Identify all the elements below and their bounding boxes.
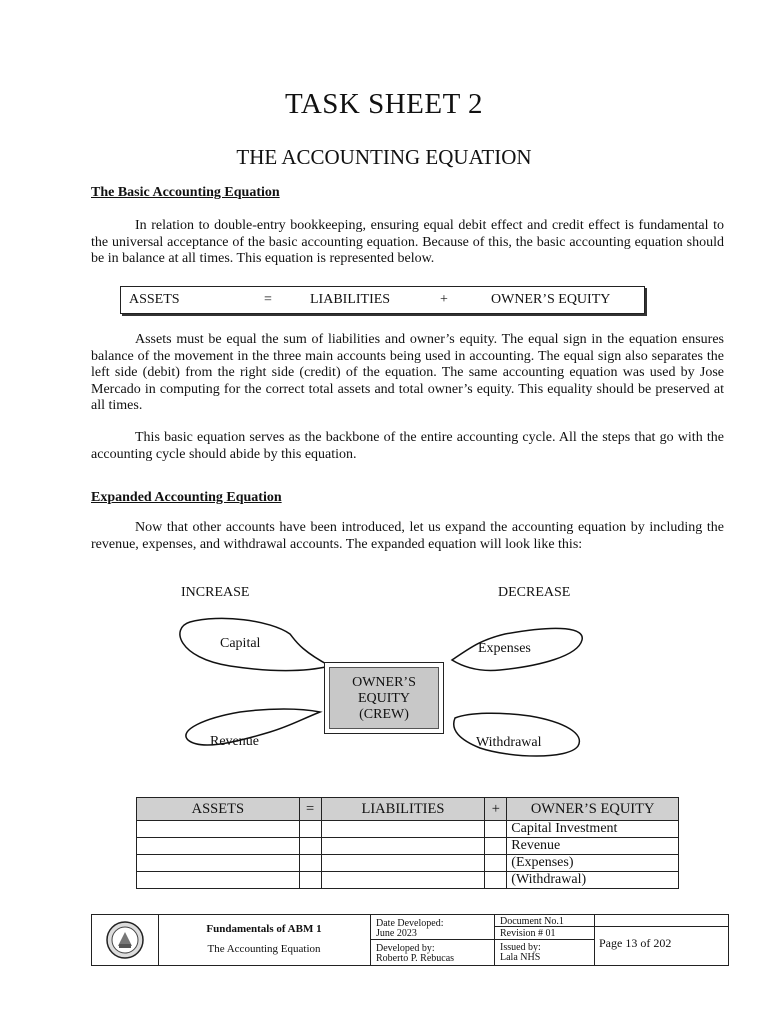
revenue-label: Revenue [210,734,259,749]
page-title: TASK SHEET 2 [284,88,484,120]
table-row [137,821,679,838]
table-row [137,838,679,855]
footer-issued-label: Issued by: [500,942,541,953]
center-line-2: EQUITY [357,691,411,706]
expanded-equation-table [136,797,679,889]
table-header-row [137,798,679,821]
center-line-1: OWNER’S [352,675,416,690]
basic-equation-box [120,286,645,314]
table-cell-equity: (Expenses) [507,855,679,872]
table-header-plus: + [485,798,507,821]
equation-liabilities: LIABILITIES [310,292,391,307]
paragraph-assets: Assets must be equal the sum of liabilities and owner’s equity. The equal sign in the equation ensures balance of the movement in the three main accounts being used in accounting. The equal sign also separates the left side (debit) from the right side (credit) of the equation. The same accounting equation was used by Jose Mercado in computing for the correct total assets and total owner’s equity. This equality should be preserved at all times. [91,332,724,413]
footer-document-number: Document No.1 [500,916,564,927]
equation-assets: ASSETS [129,292,180,307]
paragraph-intro: In relation to double-entry bookkeeping, ensuring equal debit effect and credit effect is fundamental to the universal acceptance of the basic accounting equation. Because of this, the basic accounting equation should be in balance at all times. This equation is represented below. [91,218,724,266]
footer-issued-value: Lala NHS [500,952,541,963]
table-row [137,855,679,872]
table-cell-equity: Revenue [507,838,679,855]
footer-developer-value: Roberto P. Rebucas [376,953,455,964]
table-header-equals: = [299,798,321,821]
paragraph-backbone: This basic equation serves as the backbone of the entire accounting cycle. All the steps that go with the accounting cycle should abide by this equation. [91,430,724,462]
equation-plus: + [440,292,448,307]
page-subtitle: THE ACCOUNTING EQUATION [236,145,532,169]
table-row [137,872,679,889]
increase-label: INCREASE [181,585,250,600]
capital-label: Capital [220,636,261,651]
footer-date-label: Date Developed: [376,918,444,929]
table-header-owners-equity: OWNER’S EQUITY [507,798,679,821]
paragraph-expanded: Now that other accounts have been introduced, let us expand the accounting equation by including the revenue, expenses, and withdrawal accounts. The expanded equation will look like this: [91,520,724,552]
owners-equity-box [324,662,444,734]
table-header-assets: ASSETS [137,798,300,821]
footer-course: Fundamentals of ABM 1 [206,923,322,935]
withdrawal-label: Withdrawal [476,735,542,750]
section-heading-basic: The Basic Accounting Equation [91,185,280,200]
section-heading-expanded: Expanded Accounting Equation [91,490,282,505]
center-line-3: (CREW) [359,707,409,722]
table-cell-equity: (Withdrawal) [507,872,679,889]
document-footer [91,914,729,966]
footer-page-number: Page 13 of 202 [599,936,672,950]
equation-equals: = [264,292,272,307]
footer-revision: Revision # 01 [500,928,556,939]
table-cell-equity: Capital Investment [507,821,679,838]
expenses-label: Expenses [478,641,531,656]
table-header-liabilities: LIABILITIES [321,798,485,821]
equation-owners-equity: OWNER’S EQUITY [491,292,611,307]
decrease-label: DECREASE [498,585,571,600]
footer-date-value: June 2023 [376,928,417,939]
school-seal-icon [104,920,146,960]
footer-topic: The Accounting Equation [207,943,321,955]
footer-developer-label: Developed by: [376,943,435,954]
